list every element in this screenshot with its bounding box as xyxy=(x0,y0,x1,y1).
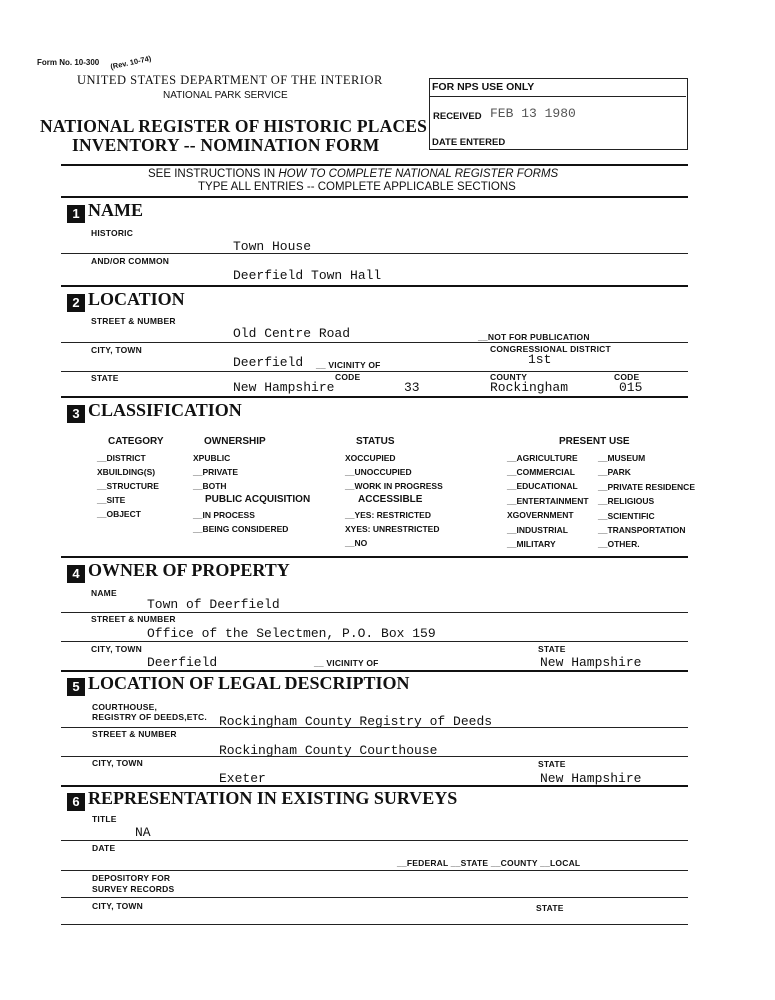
county-label: COUNTY xyxy=(490,372,528,382)
section-rule xyxy=(61,785,688,787)
instructions-line-1: SEE INSTRUCTIONS IN HOW TO COMPLETE NATIONAL REGISTER FORMS xyxy=(148,168,559,180)
accessible-option: __NO xyxy=(345,538,368,548)
category-option: __SITE xyxy=(97,495,126,505)
state-value: New Hampshire xyxy=(233,380,335,395)
owner-street-label: STREET & NUMBER xyxy=(91,614,176,624)
accessible-option: XYES: UNRESTRICTED xyxy=(345,524,440,534)
category-option: __STRUCTURE xyxy=(97,481,159,491)
survey-state-label: STATE xyxy=(536,903,564,913)
section-1-heading: 1 NAME xyxy=(67,200,143,223)
rule xyxy=(61,641,688,642)
owner-state-value: New Hampshire xyxy=(540,655,642,670)
acquisition-option: __BEING CONSIDERED xyxy=(193,524,289,534)
use-option: __PARK xyxy=(598,467,631,477)
owner-name-value: Town of Deerfield xyxy=(147,597,280,612)
owner-vicinity-label: __ VICINITY OF xyxy=(314,658,379,668)
legal-city-value: Exeter xyxy=(219,771,266,786)
county-code-label: CODE xyxy=(614,372,640,382)
section-6-heading: 6 REPRESENTATION IN EXISTING SURVEYS xyxy=(67,788,457,811)
rule xyxy=(61,756,688,757)
use-option: __INDUSTRIAL xyxy=(507,525,568,535)
header-rule xyxy=(61,164,688,166)
status-heading: STATUS xyxy=(356,436,395,447)
owner-state-label: STATE xyxy=(538,644,566,654)
vicinity-label: __ VICINITY OF xyxy=(316,360,381,370)
survey-city-label: CITY, TOWN xyxy=(92,901,143,911)
acquisition-option: __IN PROCESS xyxy=(193,510,255,520)
date-entered-label: DATE ENTERED xyxy=(432,137,506,148)
section-3-heading: 3 CLASSIFICATION xyxy=(67,400,242,423)
department-name: UNITED STATES DEPARTMENT OF THE INTERIOR xyxy=(77,73,383,87)
rule xyxy=(61,924,688,925)
section-rule xyxy=(61,396,688,398)
received-stamp: FEB 13 1980 xyxy=(490,106,576,121)
congressional-label: CONGRESSIONAL DISTRICT xyxy=(490,344,611,354)
received-label: RECEIVED xyxy=(433,111,482,122)
form-title-1: NATIONAL REGISTER OF HISTORIC PLACES xyxy=(40,116,428,136)
use-option: __MILITARY xyxy=(507,539,556,549)
use-option: __OTHER. xyxy=(598,539,640,549)
use-option: XGOVERNMENT xyxy=(507,510,574,520)
use-option: __SCIENTIFIC xyxy=(598,511,655,521)
owner-city-label: CITY, TOWN xyxy=(91,644,142,654)
survey-title-label: TITLE xyxy=(92,814,117,824)
ownership-option: __PRIVATE xyxy=(193,467,239,477)
legal-city-label: CITY, TOWN xyxy=(92,758,143,768)
section-rule xyxy=(61,670,688,672)
depository-label-1: DEPOSITORY FOR xyxy=(92,873,171,883)
common-label: AND/OR COMMON xyxy=(91,256,170,266)
owner-name-label: NAME xyxy=(91,588,117,598)
county-code-value: 015 xyxy=(619,380,643,395)
category-option: XBUILDING(S) xyxy=(97,467,156,477)
rule xyxy=(61,612,688,613)
owner-city-value: Deerfield xyxy=(147,655,218,670)
use-option: __AGRICULTURE xyxy=(507,453,578,463)
use-option: __ENTERTAINMENT xyxy=(507,496,589,506)
code-value: 33 xyxy=(404,380,420,395)
historic-value: Town House xyxy=(233,239,312,254)
survey-date-label: DATE xyxy=(92,843,116,853)
form-revision: (Rev. 10-74) xyxy=(109,53,153,72)
legal-state-label: STATE xyxy=(538,759,566,769)
street-label: STREET & NUMBER xyxy=(91,316,176,326)
present-use-heading: PRESENT USE xyxy=(559,436,630,447)
code-label: CODE xyxy=(335,372,361,382)
category-heading: CATEGORY xyxy=(108,436,164,447)
instructions-line-2: TYPE ALL ENTRIES -- COMPLETE APPLICABLE SECTIONS xyxy=(198,181,516,193)
courthouse-value: Rockingham County Registry of Deeds xyxy=(219,714,493,729)
section-5-heading: 5 LOCATION OF LEGAL DESCRIPTION xyxy=(67,673,410,696)
state-label: STATE xyxy=(91,373,119,383)
use-option: __PRIVATE RESIDENCE xyxy=(598,482,695,492)
city-label: CITY, TOWN xyxy=(91,345,142,355)
rule xyxy=(61,897,688,898)
rule xyxy=(61,840,688,841)
courthouse-label-2: REGISTRY OF DEEDS,ETC. xyxy=(92,712,207,722)
legal-street-label: STREET & NUMBER xyxy=(92,729,177,739)
instructions-rule xyxy=(61,196,688,198)
owner-street-value: Office of the Selectmen, P.O. Box 159 xyxy=(147,626,436,641)
ownership-option: XPUBLIC xyxy=(193,453,231,463)
section-rule xyxy=(61,285,688,287)
status-option: __WORK IN PROGRESS xyxy=(345,481,443,491)
section-4-heading: 4 OWNER OF PROPERTY xyxy=(67,560,290,583)
rule xyxy=(61,342,688,343)
public-acquisition-heading: PUBLIC ACQUISITION xyxy=(205,494,311,505)
legal-state-value: New Hampshire xyxy=(540,771,642,786)
ownership-heading: OWNERSHIP xyxy=(204,436,266,447)
form-number: Form No. 10-300 xyxy=(37,58,100,67)
congressional-value: 1st xyxy=(528,352,552,367)
rule xyxy=(61,727,688,728)
survey-levels: __FEDERAL __STATE __COUNTY __LOCAL xyxy=(397,858,581,868)
rule xyxy=(61,870,688,871)
legal-street-value: Rockingham County Courthouse xyxy=(219,743,438,758)
nps-only-label: FOR NPS USE ONLY xyxy=(432,81,535,93)
rule xyxy=(61,253,688,254)
service-name: NATIONAL PARK SERVICE xyxy=(163,90,288,101)
historic-label: HISTORIC xyxy=(91,228,134,238)
use-option: __RELIGIOUS xyxy=(598,496,655,506)
use-option: __MUSEUM xyxy=(598,453,646,463)
category-option: __OBJECT xyxy=(97,509,141,519)
nps-divider xyxy=(430,96,686,97)
status-option: __UNOCCUPIED xyxy=(345,467,412,477)
use-option: __COMMERCIAL xyxy=(507,467,576,477)
city-value: Deerfield xyxy=(233,355,304,370)
street-value: Old Centre Road xyxy=(233,326,351,341)
use-option: __TRANSPORTATION xyxy=(598,525,686,535)
section-rule xyxy=(61,556,688,558)
survey-title-value: NA xyxy=(135,825,151,840)
common-value: Deerfield Town Hall xyxy=(233,268,382,283)
use-option: __EDUCATIONAL xyxy=(507,481,578,491)
courthouse-label-1: COURTHOUSE, xyxy=(92,702,158,712)
form-title-2: INVENTORY -- NOMINATION FORM xyxy=(72,135,380,155)
not-for-publication: __NOT FOR PUBLICATION xyxy=(478,332,590,342)
ownership-option: __BOTH xyxy=(193,481,227,491)
depository-label-2: SURVEY RECORDS xyxy=(92,884,175,894)
rule xyxy=(61,371,688,372)
county-value: Rockingham xyxy=(490,380,569,395)
category-option: __DISTRICT xyxy=(97,453,146,463)
status-option: XOCCUPIED xyxy=(345,453,396,463)
section-2-heading: 2 LOCATION xyxy=(67,289,185,312)
accessible-option: __YES: RESTRICTED xyxy=(345,510,431,520)
accessible-heading: ACCESSIBLE xyxy=(358,494,423,505)
